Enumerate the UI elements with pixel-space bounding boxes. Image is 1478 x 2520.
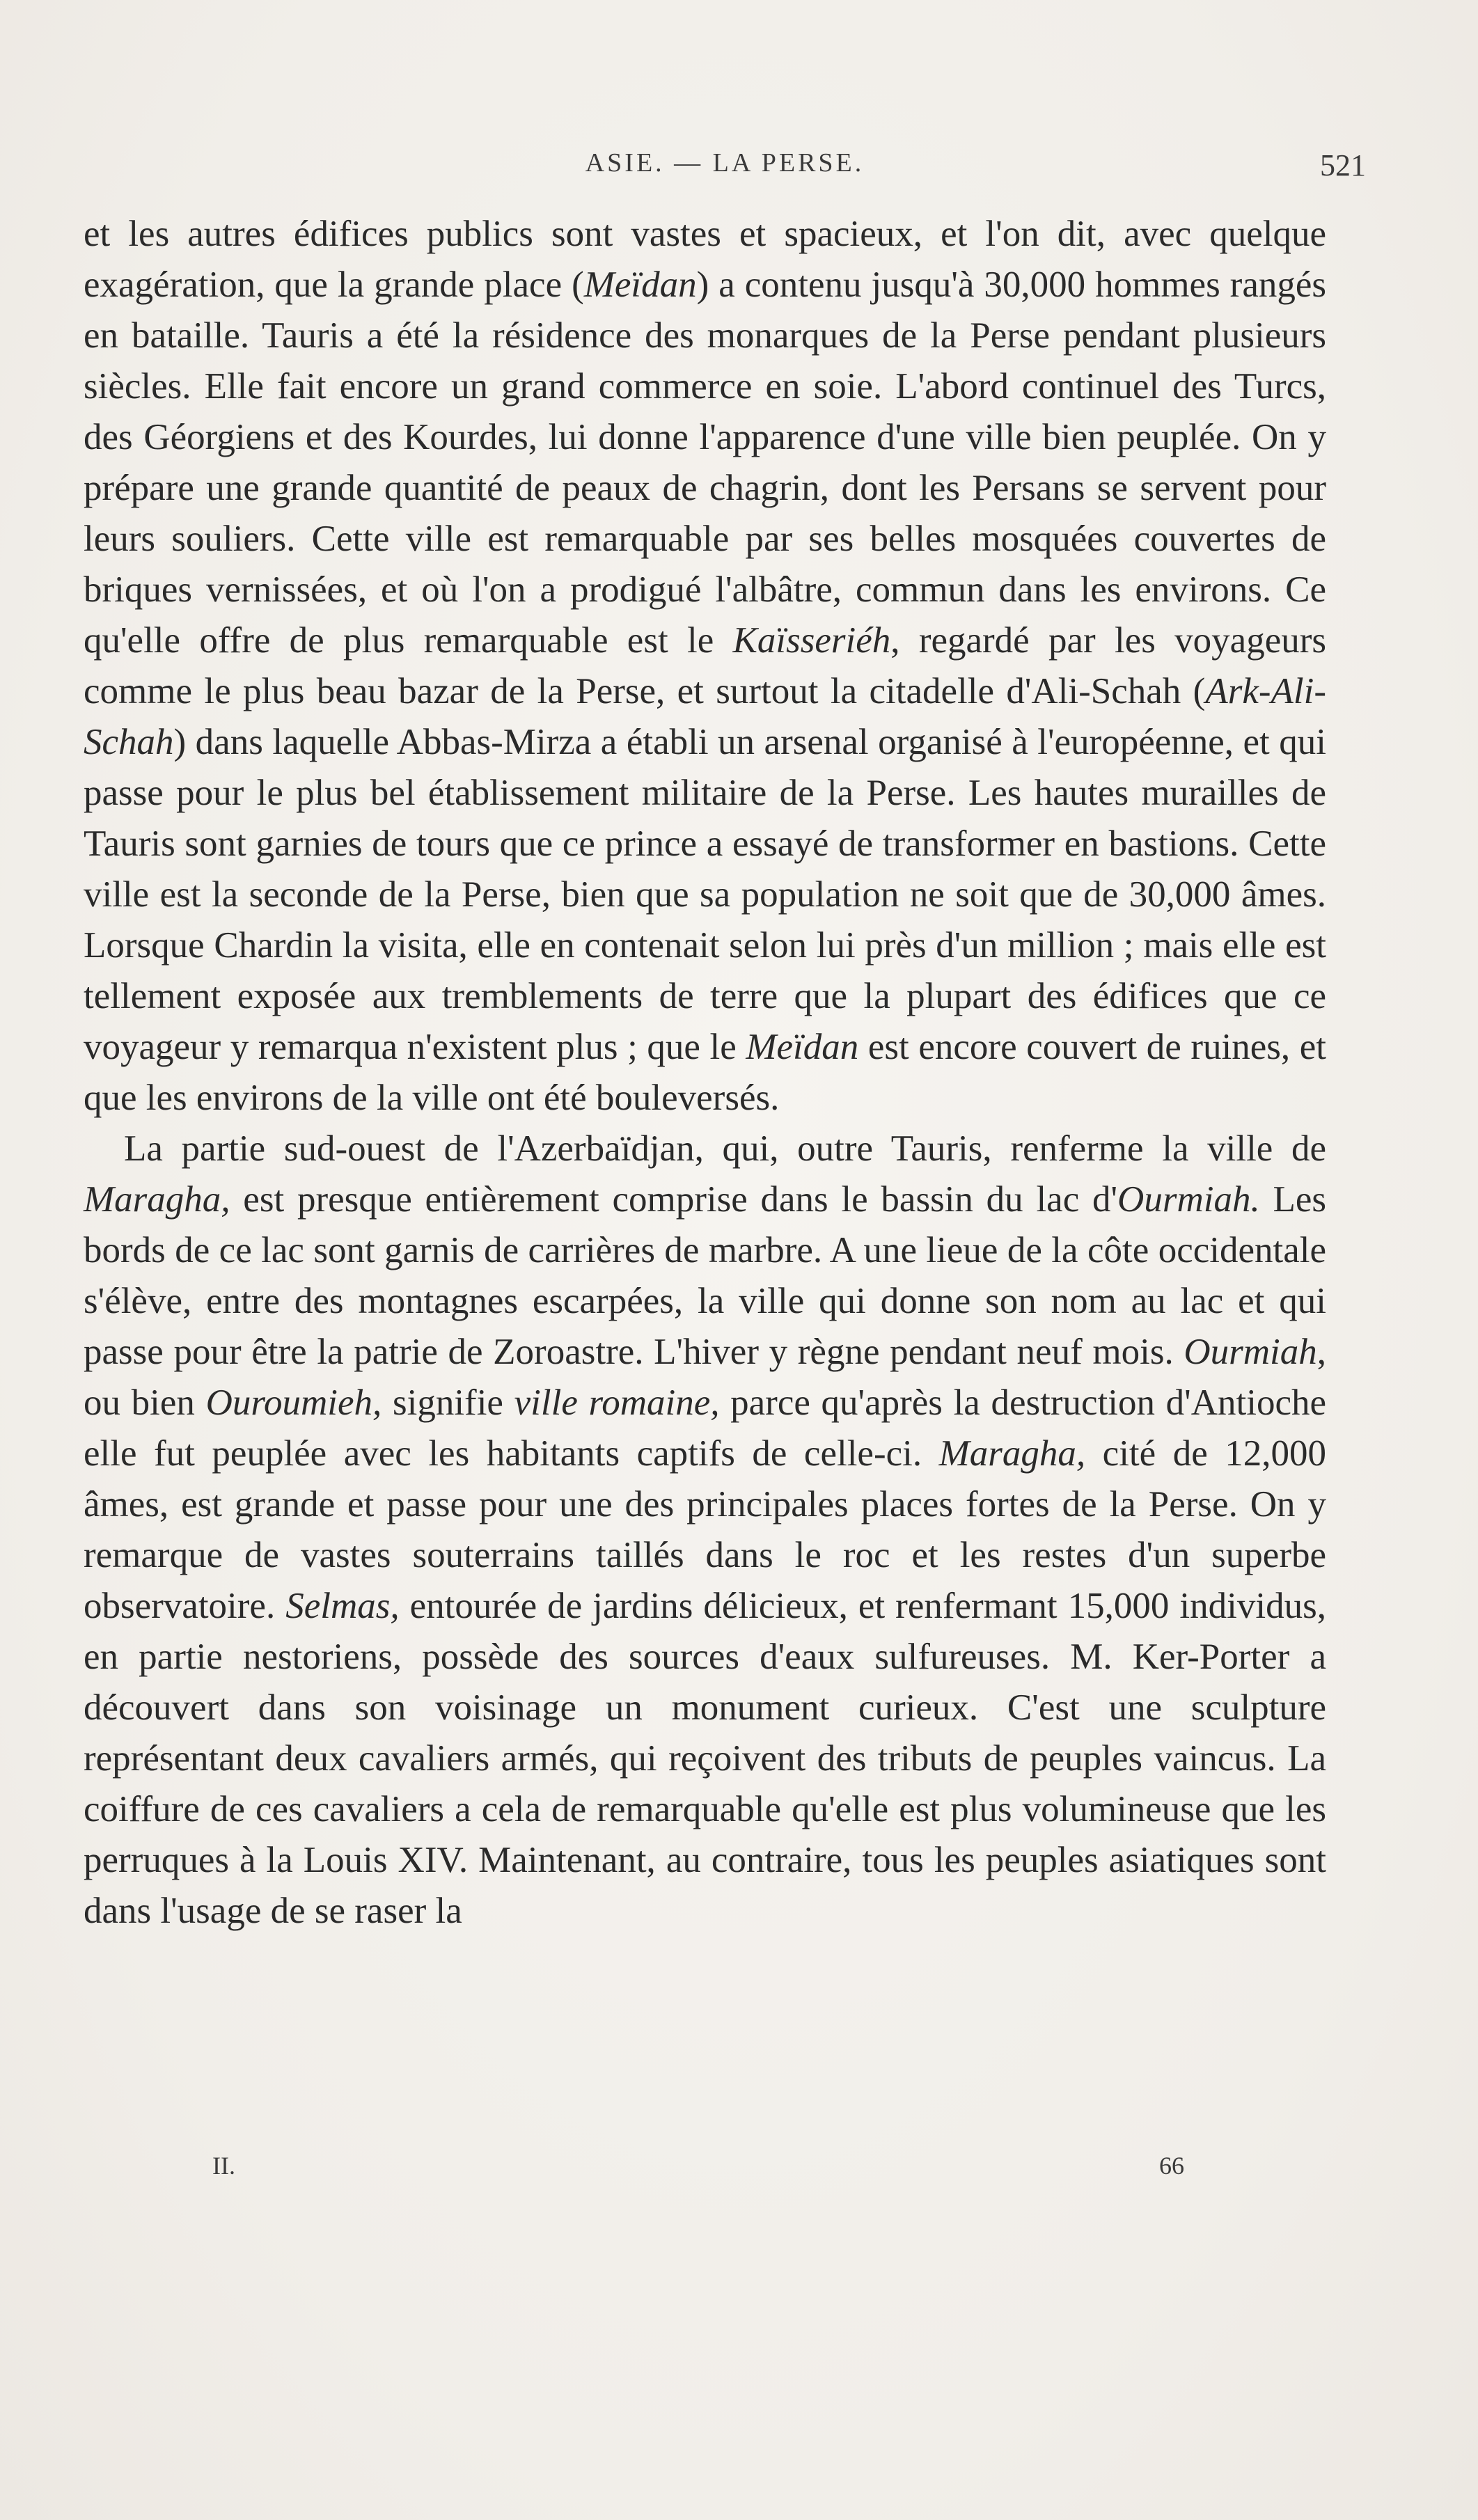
paragraph-2 (84, 1124, 1326, 1937)
text-run: est presque entièrement comprise dans le bassin du lac d' (230, 1179, 1118, 1220)
text-run: signifie (382, 1383, 514, 1423)
italic-term-maragha: Maragha, (84, 1179, 230, 1220)
running-head (84, 148, 1366, 189)
italic-term-kaisserieh: Kaïsseriéh (732, 620, 891, 661)
text-run: La partie sud-ouest de l'Azerbaïdjan, qui, outre Tauris, renferme la ville de (124, 1128, 1326, 1169)
italic-term-ourmiah: Ourmiah. (1117, 1179, 1260, 1220)
volume-mark: II. (212, 2152, 235, 2180)
running-title: ASIE. — LA PERSE. (585, 148, 865, 178)
text-run: , ou bien (84, 1332, 1326, 1423)
italic-term-meidan: Meïdan (583, 265, 697, 305)
page-number: 521 (1320, 148, 1366, 182)
main-text (84, 209, 1326, 1937)
italic-term-meidan: Meïdan (746, 1027, 859, 1067)
italic-term-ville-romaine: ville romaine, (514, 1383, 720, 1423)
italic-term-ourmiah: Ourmiah (1184, 1332, 1317, 1372)
text-run: parce qu'après la destruction d'Antioche elle fut peuplée avec les habitants captifs de celle-ci. (84, 1383, 1326, 1474)
italic-term-selmas: Selmas, (285, 1586, 400, 1626)
text-run: est encore couvert de ruines, et que les environs de la ville ont été bouleversés. (84, 1027, 1326, 1118)
italic-term-ouroumieh: Ouroumieh, (205, 1383, 382, 1423)
text-run: cité de 12,000 âmes, est grande et passe pour une des principales places fortes de la Perse. On y remarque de vastes souterrains taillés dans le roc et les restes d'un superbe observatoire. (84, 1433, 1326, 1626)
text-run: entourée de jardins délicieux, et renfermant 15,000 individus, en partie nestoriens, possède des sources d'eaux sulfureuses. M. Ker-Porter a découvert dans son voisinage un monument curieux. C'est une sculpture représentant deux cavaliers armés, qui reçoivent des tributs de peuples vaincus. La coiffure de ces cavaliers a cela de remarquable qu'elle est plus volumineuse que les perruques à la Louis XIV. Maintenant, au contraire, tous les peuples asiatiques sont dans l'usage de se raser la (84, 1586, 1326, 1931)
paragraph-1 (84, 209, 1326, 1124)
italic-term-maragha: Maragha, (938, 1433, 1086, 1474)
footer-signature (84, 2151, 1326, 2186)
text-run: Les bords de ce lac sont garnis de carrières de marbre. A une lieue de la côte occidentale s'élève, entre des montagnes escarpées, la ville qui donne son nom au lac et qui passe pour être la patrie de Zoroastre. L'hiver y règne pendant neuf mois. (84, 1179, 1326, 1372)
text-run: ) dans laquelle Abbas-Mirza a établi un arsenal organisé à l'européenne, et qui passe pour le plus bel établissement militaire de la Perse. Les hautes murailles de Tauris sont garnies de tours que ce prince a essayé de transformer en bastions. Cette ville est la seconde de la Perse, bien que sa population ne soit que de 30,000 âmes. Lorsque Chardin la visita, elle en contenait selon lui près d'un million ; mais elle est tellement exposée aux tremblements de terre que la plupart des édifices que ce voyageur y remarqua n'existent plus ; que le (84, 722, 1326, 1067)
text-run: et les autres édifices publics sont vastes et spacieux, et l'on dit, avec quelque exagération, que la grande place ( (84, 214, 1326, 305)
text-run: ) a contenu jusqu'à 30,000 hommes rangés en bataille. Tauris a été la résidence des monarques de la Perse pendant plusieurs siècles. Elle fait encore un grand commerce en soie. L'abord continuel des Turcs, des Géorgiens et des Kourdes, lui donne l'apparence d'une ville bien peuplée. On y prépare une grande quantité de peaux de chagrin, dont les Persans se servent pour leurs souliers. Cette ville est remarquable par ses belles mosquées couvertes de briques vernissées, et où l'on a prodigué l'albâtre, commun dans les environs. Ce qu'elle offre de plus remarquable est le (84, 265, 1326, 661)
signature-mark: 66 (1159, 2152, 1184, 2180)
italic-term-ark-ali-schah: Ark-Ali-Schah (84, 671, 1326, 762)
text-run: , regardé par les voyageurs comme le plus beau bazar de la Perse, et surtout la citadelle d'Ali-Schah ( (84, 620, 1326, 711)
